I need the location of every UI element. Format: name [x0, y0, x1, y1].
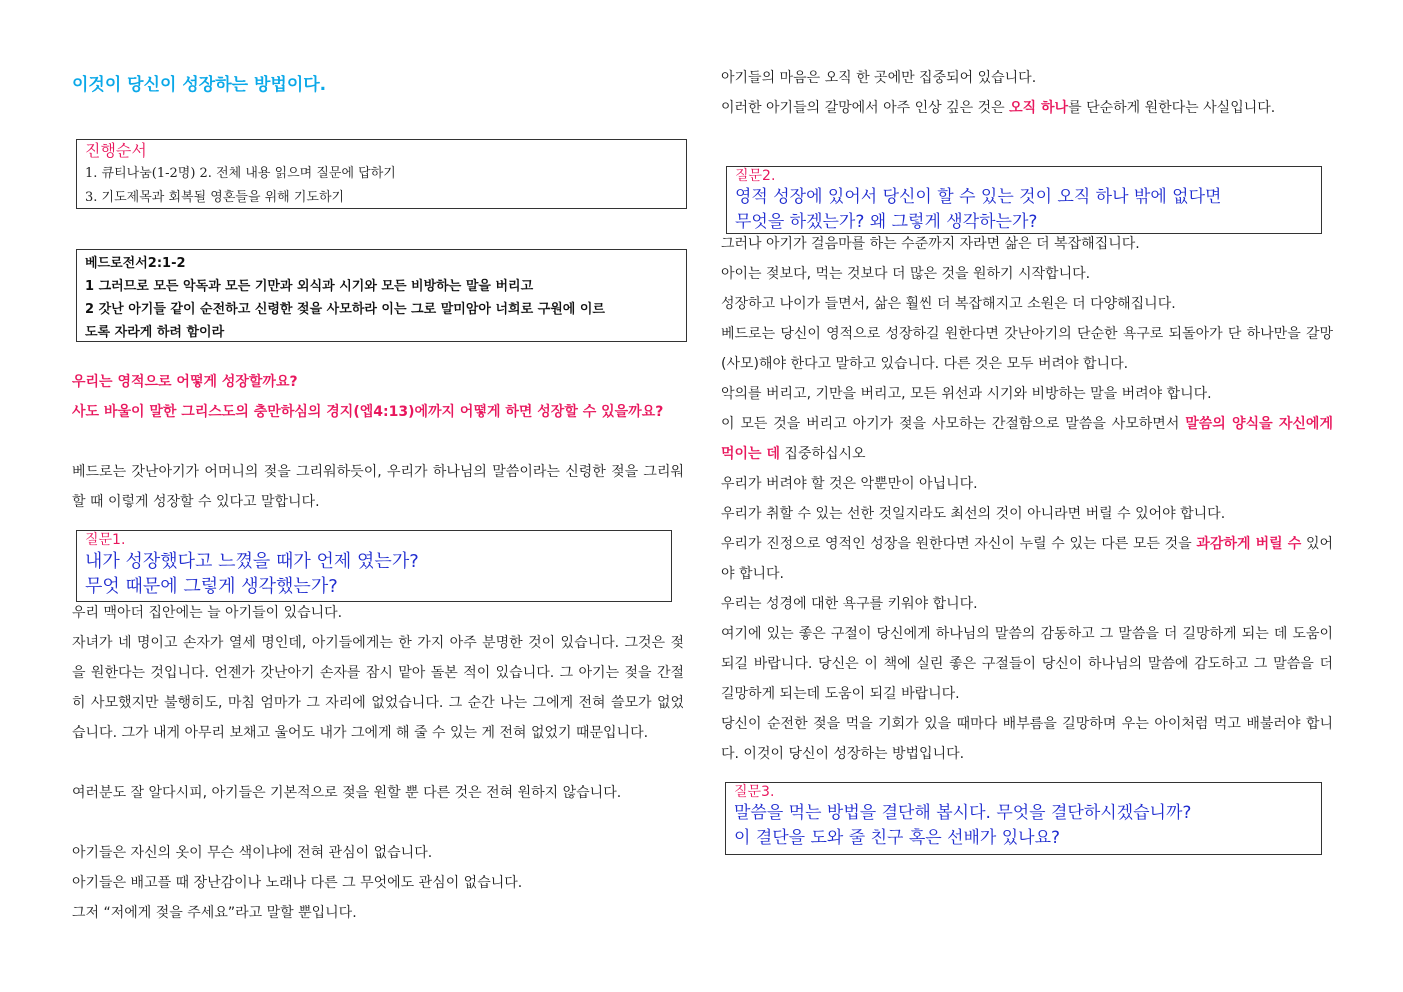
r-paragraph-12: 우리는 성경에 대한 욕구를 키워야 합니다.: [721, 596, 978, 612]
r-paragraph-11-a: 우리가 진정으로 영적인 성장을 원한다면 자신이 누릴 수 있는 다른 모든 것을: [721, 536, 1197, 552]
r-paragraph-8-emphasis: 말씀의 양식을 자신에게 먹이는 데: [721, 416, 1333, 462]
r-paragraph-14: 당신이 순전한 젖을 먹을 기회가 있을 때마다 배부름을 길망하며 우는 아이처럼 먹고 배불러야 합니다. 이것이 당신이 성장하는 방법입니다.: [721, 716, 1333, 762]
procedure-heading: 진행순서: [85, 141, 147, 160]
r-paragraph-1: 아기들의 마음은 오직 한 곳에만 집중되어 있습니다.: [721, 70, 1037, 86]
question-3-line-1: 말씀을 먹는 방법을 결단해 봅시다. 무엇을 결단하시겠습니까?: [734, 803, 1192, 823]
paragraph-6: 아기들은 배고플 때 장난감이나 노래나 다른 그 무엇에도 관심이 없습니다.: [72, 875, 523, 891]
question-2-line-1: 영적 성장에 있어서 당신이 할 수 있는 것이 오직 하나 밖에 없다면: [735, 187, 1222, 207]
r-paragraph-8: [721, 409, 1333, 469]
paragraph-1: 베드로는 갓난아기가 어머니의 젖을 그리워하듯이, 우리가 하나님의 말씀이라는 신령한 젖을 그리워할 때 이렇게 성장할 수 있다고 말합니다.: [72, 464, 684, 510]
scripture-box: [76, 249, 687, 342]
r-paragraph-6: 베드로는 당신이 영적으로 성장하길 원한다면 갓난아기의 단순한 욕구로 되돌아가 단 하나만을 갈망(사모)해야 한다고 말하고 있습니다. 다른 것은 모두 버려야 합니다.: [721, 326, 1333, 372]
paragraph-7: 그저 “저에게 젖을 주세요”라고 말할 뿐입니다.: [72, 905, 357, 921]
scripture-verse-2b: 도록 자라게 하려 함이라: [85, 325, 225, 340]
question-2-line-2: 무엇을 하겠는가? 왜 그렇게 생각하는가?: [735, 212, 1038, 232]
question-1-line-2: 무엇 때문에 그렇게 생각했는가?: [85, 576, 338, 597]
r-paragraph-7: 악의를 버리고, 기만을 버리고, 모든 위선과 시기와 비방하는 말을 버려야 합니다.: [721, 386, 1212, 402]
scripture-verse-2a: 2 갓난 아기들 같이 순전하고 신령한 젖을 사모하라 이는 그로 말미암아 너희로 구원에 이르: [85, 302, 605, 317]
procedure-line-1: 1. 큐티나눔(1-2명) 2. 전체 내용 읽으며 질문에 답하기: [85, 166, 396, 181]
question-1-box: [76, 530, 672, 602]
question-2-box: [726, 166, 1322, 234]
scripture-reference: 베드로전서2:1-2: [85, 256, 186, 271]
procedure-line-2: 3. 기도제목과 회복될 영혼들을 위해 기도하기: [85, 190, 345, 205]
r-paragraph-2: [721, 93, 1333, 123]
question-2-label: 질문2.: [735, 168, 776, 184]
question-3-label: 질문3.: [734, 784, 775, 800]
paragraph-3: 자녀가 네 명이고 손자가 열세 명인데, 아기들에게는 한 가지 아주 분명한 것이 있습니다. 그것은 젖을 원한다는 것입니다. 언젠가 갓난아기 손자를 잠시 맡아 돌본 적이 있습니다. 그 아기는 젖을 간절히 사모했지만 불행히도, 마침 엄마가 그 자리에 없었습니다. 그 순간 나는 그에게 전혀 쓸모가 없었습니다. 그가 내게 아무리 보채고 울어도 내가 그에게 해 줄 수 있는 게 전혀 없었기 때문입니다.: [72, 635, 684, 741]
r-paragraph-3: 그러나 아기가 걸음마를 하는 수준까지 자라면 삶은 더 복잡해집니다.: [721, 236, 1140, 252]
r-paragraph-8-c: 집중하십시오: [779, 446, 866, 462]
r-paragraph-11-c: 있어야 합니다.: [721, 536, 1333, 582]
r-paragraph-9: 우리가 버려야 할 것은 악뿐만이 아닙니다.: [721, 476, 978, 492]
r-paragraph-11: [721, 529, 1333, 589]
procedure-box: [76, 139, 687, 209]
question-1-label: 질문1.: [85, 532, 126, 548]
question-pink-2: 사도 바울이 말한 그리스도의 충만하심의 경지(엡4:13)에까지 어떻게 하면 성장할 수 있을까요?: [72, 404, 664, 420]
r-paragraph-4: 아이는 젖보다, 먹는 것보다 더 많은 것을 원하기 시작합니다.: [721, 266, 1091, 282]
r-paragraph-5: 성장하고 나이가 들면서, 삶은 훨씬 더 복잡해지고 소원은 더 다양해집니다.: [721, 296, 1176, 312]
r-paragraph-2-c: 를 단순하게 원한다는 사실입니다.: [1068, 100, 1276, 116]
scripture-verse-1: 1 그러므로 모든 악독과 모든 기만과 외식과 시기와 모든 비방하는 말을 버리고: [85, 279, 534, 294]
paragraph-4: 여러분도 잘 알다시피, 아기들은 기본적으로 젖을 원할 뿐 다른 것은 전혀 원하지 않습니다.: [72, 785, 622, 801]
question-3-line-2: 이 결단을 도와 줄 친구 혹은 선배가 있나요?: [734, 828, 1061, 848]
paragraph-5: 아기들은 자신의 옷이 무슨 색이냐에 전혀 관심이 없습니다.: [72, 845, 433, 861]
r-paragraph-11-emphasis: 과감하게 버릴 수: [1196, 536, 1302, 552]
r-paragraph-13: 여기에 있는 좋은 구절이 당신에게 하나님의 말씀의 감동하고 그 말씀을 더 길망하게 되는 데 도움이 되길 바랍니다. 당신은 이 책에 실린 좋은 구절들이 당신이 하나님의 말씀에 감도하고 그 말씀을 더 길망하게 되는데 도움이 되길 바랍니다.: [721, 626, 1333, 702]
paragraph-2: 우리 맥아더 집안에는 늘 아기들이 있습니다.: [72, 605, 343, 621]
r-paragraph-2-a: 이러한 아기들의 갈망에서 아주 인상 깊은 것은: [721, 100, 1010, 116]
r-paragraph-2-emphasis: 오직 하나: [1009, 100, 1069, 116]
r-paragraph-8-a: 이 모든 것을 버리고 아기가 젖을 사모하는 간절함으로 말씀을 사모하면서: [721, 416, 1186, 432]
r-paragraph-10: 우리가 취할 수 있는 선한 것일지라도 최선의 것이 아니라면 버릴 수 있어야 합니다.: [721, 506, 1226, 522]
question-3-box: [725, 782, 1322, 855]
page-title: 이것이 당신이 성장하는 방법이다.: [72, 75, 327, 95]
question-1-line-1: 내가 성장했다고 느꼈을 때가 언제 였는가?: [85, 551, 419, 572]
question-pink-1: 우리는 영적으로 어떻게 성장할까요?: [72, 374, 298, 390]
